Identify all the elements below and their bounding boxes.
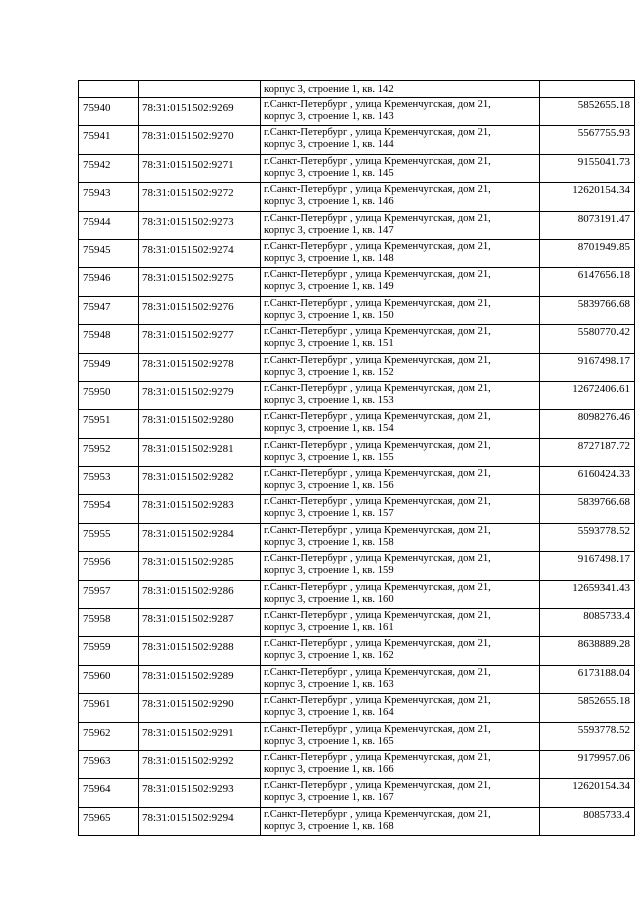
cadastral-number: 78:31:0151502:9289 [139,665,261,693]
address-cell [261,98,540,126]
cadastral-value: 12620154.34 [540,183,635,211]
address-cell [261,694,540,722]
table-row [79,98,635,126]
address-cell [261,211,540,239]
row-number: 75956 [79,552,139,580]
address-line-1: г.Санкт-Петербург , улица Кременчугская, дом 21, [264,723,491,735]
address-line-1: г.Санкт-Петербург , улица Кременчугская, дом 21, [264,155,491,167]
cadastral-number: 78:31:0151502:9290 [139,694,261,722]
address-line-2: корпус 3, строение 1, кв. 151 [264,338,394,350]
table-row [79,750,635,778]
address-line-2: корпус 3, строение 1, кв. 167 [264,792,394,804]
address-cell [261,637,540,665]
cadastral-value: 8085733.4 [540,609,635,637]
cadastral-value: 12620154.34 [540,779,635,807]
cadastral-value: 8085733.4 [540,807,635,835]
cadastral-value: 12672406.61 [540,381,635,409]
row-number: 75945 [79,239,139,267]
address-line-2: корпус 3, строение 1, кв. 148 [264,252,394,264]
address-line-2: корпус 3, строение 1, кв. 161 [264,622,394,634]
cadastral-number: 78:31:0151502:9275 [139,268,261,296]
cadastral-number: 78:31:0151502:9286 [139,580,261,608]
cadastral-value: 5593778.52 [540,523,635,551]
table-row [79,325,635,353]
address-line-1: г.Санкт-Петербург , улица Кременчугская, дом 21, [264,638,491,650]
address-line-1: г.Санкт-Петербург , улица Кременчугская, дом 21, [264,439,491,451]
row-number: 75940 [79,98,139,126]
table-row [79,467,635,495]
address-cell [261,296,540,324]
cadastral-value: 12659341.43 [540,580,635,608]
table-row [79,665,635,693]
address-line-1: г.Санкт-Петербург , улица Кременчугская, дом 21, [264,695,491,707]
address-line-1: г.Санкт-Петербург , улица Кременчугская, дом 21, [264,326,491,338]
row-number: 75944 [79,211,139,239]
cadastral-number: 78:31:0151502:9292 [139,750,261,778]
cadastral-number [139,81,261,98]
cadastral-value: 5852655.18 [540,694,635,722]
table-row [79,552,635,580]
table-row [79,779,635,807]
address-line-2: корпус 3, строение 1, кв. 150 [264,309,394,321]
row-number: 75957 [79,580,139,608]
cadastral-number: 78:31:0151502:9279 [139,381,261,409]
address-line-1: г.Санкт-Петербург , улица Кременчугская, дом 21, [264,780,491,792]
address-cell [261,495,540,523]
row-number: 75965 [79,807,139,835]
row-number: 75941 [79,126,139,154]
cadastral-number: 78:31:0151502:9269 [139,98,261,126]
row-number: 75953 [79,467,139,495]
table-row [79,609,635,637]
row-number: 75952 [79,438,139,466]
table-row [79,694,635,722]
table-row [79,637,635,665]
address-line-1: г.Санкт-Петербург , улица Кременчугская, дом 21, [264,666,491,678]
row-number: 75942 [79,154,139,182]
address-cell [261,722,540,750]
address-line-1: г.Санкт-Петербург , улица Кременчугская, дом 21, [264,610,491,622]
address-line-2: корпус 3, строение 1, кв. 154 [264,423,394,435]
row-number: 75962 [79,722,139,750]
address-line-1: г.Санкт-Петербург , улица Кременчугская, дом 21, [264,212,491,224]
row-number: 75954 [79,495,139,523]
address-line-1: г.Санкт-Петербург , улица Кременчугская, дом 21, [264,382,491,394]
address-line-1: г.Санкт-Петербург , улица Кременчугская, дом 21, [264,269,491,281]
cadastral-number: 78:31:0151502:9283 [139,495,261,523]
address-line-1: г.Санкт-Петербург , улица Кременчугская, дом 21, [264,808,491,820]
table-row [79,438,635,466]
table-row [79,268,635,296]
address-cell [261,552,540,580]
cadastral-number: 78:31:0151502:9285 [139,552,261,580]
address-cell [261,239,540,267]
address-cell [261,154,540,182]
address-line-2: корпус 3, строение 1, кв. 156 [264,480,394,492]
address-line-1: г.Санкт-Петербург , улица Кременчугская, дом 21, [264,127,491,139]
address-line-2: корпус 3, строение 1, кв. 165 [264,735,394,747]
property-registry-table [78,80,635,836]
cadastral-value: 8727187.72 [540,438,635,466]
cadastral-value: 8701949.85 [540,239,635,267]
row-number: 75946 [79,268,139,296]
address-line-2: корпус 3, строение 1, кв. 155 [264,451,394,463]
cadastral-value: 5593778.52 [540,722,635,750]
address-line-2: корпус 3, строение 1, кв. 163 [264,678,394,690]
address-cell [261,580,540,608]
address-line-2: корпус 3, строение 1, кв. 152 [264,366,394,378]
table-row [79,722,635,750]
address-line-2: корпус 3, строение 1, кв. 168 [264,820,394,832]
address-cell [261,807,540,835]
table-row [79,580,635,608]
cadastral-number: 78:31:0151502:9291 [139,722,261,750]
address-line-2: корпус 3, строение 1, кв. 147 [264,224,394,236]
cadastral-number: 78:31:0151502:9271 [139,154,261,182]
address-line-2: корпус 3, строение 1, кв. 153 [264,394,394,406]
address-line-1: г.Санкт-Петербург , улица Кременчугская, дом 21, [264,184,491,196]
cadastral-value: 8098276.46 [540,410,635,438]
cadastral-value: 9179957.06 [540,750,635,778]
address-cell [261,268,540,296]
address-cell [261,353,540,381]
cadastral-value: 6147656.18 [540,268,635,296]
cadastral-value: 6173188.04 [540,665,635,693]
row-number: 75959 [79,637,139,665]
cadastral-value: 6160424.33 [540,467,635,495]
address-cell [261,438,540,466]
row-number: 75960 [79,665,139,693]
cadastral-number: 78:31:0151502:9293 [139,779,261,807]
row-number: 75947 [79,296,139,324]
cadastral-number: 78:31:0151502:9272 [139,183,261,211]
table-row [79,523,635,551]
address-line-2: корпус 3, строение 1, кв. 159 [264,565,394,577]
row-number: 75961 [79,694,139,722]
table-row [79,495,635,523]
table-row [79,381,635,409]
address-line-1: г.Санкт-Петербург , улица Кременчугская, дом 21, [264,411,491,423]
row-number: 75943 [79,183,139,211]
address-line-2: корпус 3, строение 1, кв. 145 [264,167,394,179]
cadastral-value: 5580770.42 [540,325,635,353]
address-line-1: г.Санкт-Петербург , улица Кременчугская, дом 21, [264,553,491,565]
address-line-2: корпус 3, строение 1, кв. 162 [264,650,394,662]
cadastral-number: 78:31:0151502:9280 [139,410,261,438]
cadastral-number: 78:31:0151502:9282 [139,467,261,495]
cadastral-value: 5852655.18 [540,98,635,126]
address-line-2: корпус 3, строение 1, кв. 166 [264,763,394,775]
row-number: 75950 [79,381,139,409]
cadastral-number: 78:31:0151502:9294 [139,807,261,835]
address-cell [261,126,540,154]
cadastral-number: 78:31:0151502:9270 [139,126,261,154]
address-cell [261,381,540,409]
cadastral-value: 5839766.68 [540,296,635,324]
row-number: 75963 [79,750,139,778]
address-cell [261,750,540,778]
address-cell [261,325,540,353]
cadastral-number: 78:31:0151502:9281 [139,438,261,466]
table-row [79,296,635,324]
cadastral-value: 8073191.47 [540,211,635,239]
address-line-2: корпус 3, строение 1, кв. 160 [264,593,394,605]
address-cell [261,81,540,98]
row-number: 75951 [79,410,139,438]
cadastral-number: 78:31:0151502:9278 [139,353,261,381]
address-line-2: корпус 3, строение 1, кв. 164 [264,707,394,719]
address-line-1: г.Санкт-Петербург , улица Кременчугская, дом 21, [264,240,491,252]
registry-body [79,81,635,836]
cadastral-value [540,81,635,98]
address-line-2: корпус 3, строение 1, кв. 144 [264,139,394,151]
address-cell [261,183,540,211]
address-line-2: корпус 3, строение 1, кв. 143 [264,111,394,122]
row-number: 75958 [79,609,139,637]
table-row-continued [79,81,635,98]
row-number: 75948 [79,325,139,353]
address-line-1: г.Санкт-Петербург , улица Кременчугская, дом 21, [264,496,491,508]
table-row [79,211,635,239]
row-number: 75955 [79,523,139,551]
cadastral-value: 9167498.17 [540,552,635,580]
cadastral-number: 78:31:0151502:9284 [139,523,261,551]
address-line-1: г.Санкт-Петербург , улица Кременчугская, дом 21, [264,354,491,366]
table-row [79,807,635,835]
address-line-2: корпус 3, строение 1, кв. 142 [264,84,394,95]
address-cell [261,410,540,438]
row-number [79,81,139,98]
address-line-1: г.Санкт-Петербург , улица Кременчугская, дом 21, [264,524,491,536]
cadastral-number: 78:31:0151502:9274 [139,239,261,267]
cadastral-value: 8638889.28 [540,637,635,665]
address-cell [261,609,540,637]
address-line-2: корпус 3, строение 1, кв. 157 [264,508,394,520]
cadastral-value: 9155041.73 [540,154,635,182]
address-line-1: г.Санкт-Петербург , улица Кременчугская, дом 21, [264,297,491,309]
row-number: 75949 [79,353,139,381]
table-row [79,154,635,182]
table-row [79,239,635,267]
cadastral-number: 78:31:0151502:9276 [139,296,261,324]
cadastral-number: 78:31:0151502:9288 [139,637,261,665]
address-cell [261,665,540,693]
cadastral-value: 5839766.68 [540,495,635,523]
row-number: 75964 [79,779,139,807]
table-row [79,183,635,211]
cadastral-value: 5567755.93 [540,126,635,154]
cadastral-number: 78:31:0151502:9273 [139,211,261,239]
address-line-2: корпус 3, строение 1, кв. 146 [264,196,394,208]
cadastral-value: 9167498.17 [540,353,635,381]
address-line-2: корпус 3, строение 1, кв. 149 [264,281,394,293]
table-row [79,126,635,154]
address-line-1: г.Санкт-Петербург , улица Кременчугская, дом 21, [264,99,491,110]
address-cell [261,467,540,495]
address-cell [261,523,540,551]
cadastral-number: 78:31:0151502:9287 [139,609,261,637]
address-line-1: г.Санкт-Петербург , улица Кременчугская, дом 21, [264,751,491,763]
table-row [79,353,635,381]
address-line-2: корпус 3, строение 1, кв. 158 [264,536,394,548]
address-line-1: г.Санкт-Петербург , улица Кременчугская, дом 21, [264,581,491,593]
cadastral-number: 78:31:0151502:9277 [139,325,261,353]
address-cell [261,779,540,807]
address-line-1: г.Санкт-Петербург , улица Кременчугская, дом 21, [264,468,491,480]
table-row [79,410,635,438]
